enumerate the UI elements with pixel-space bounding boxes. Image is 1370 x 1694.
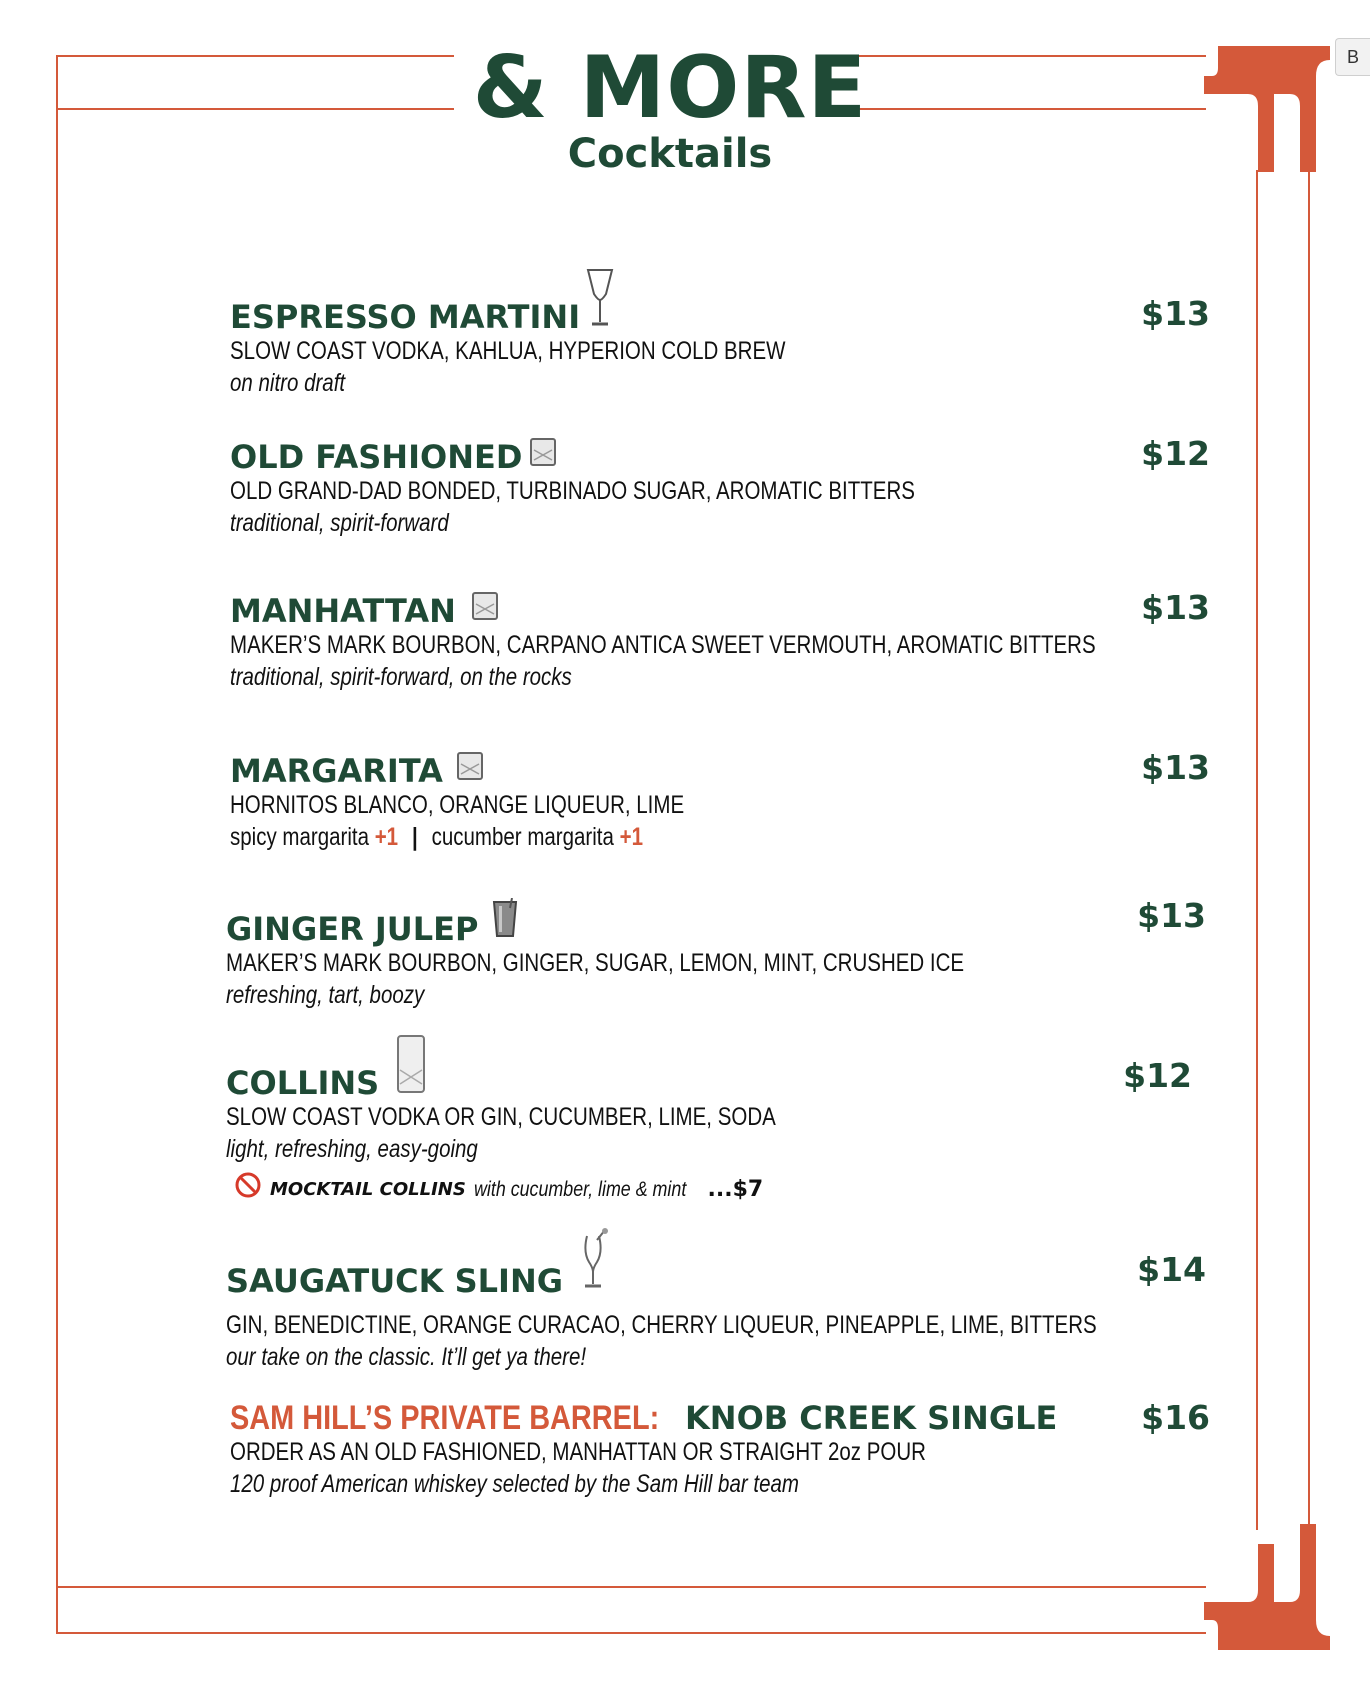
item-ingredients: SLOW COAST VODKA OR GIN, CUCUMBER, LIME, SODA bbox=[226, 1103, 776, 1131]
frame-top-right-inner bbox=[856, 108, 1206, 110]
item-price: $14 bbox=[1137, 1250, 1206, 1289]
frame-top-right bbox=[856, 55, 1206, 57]
menu-item-manhattan bbox=[230, 590, 1210, 693]
collins-glass-icon bbox=[395, 1034, 427, 1101]
item-name: SAUGATUCK SLING bbox=[226, 1262, 563, 1300]
item-ingredients: OLD GRAND-DAD BONDED, TURBINADO SUGAR, AROMATIC BITTERS bbox=[230, 477, 915, 505]
rocks-glass-icon bbox=[455, 750, 485, 789]
mocktail-dots: ... bbox=[707, 1176, 733, 1202]
item-ingredients: MAKER’S MARK BOURBON, CARPANO ANTICA SWEET VERMOUTH, AROMATIC BITTERS bbox=[230, 631, 1096, 659]
frame-bottom bbox=[56, 1632, 1206, 1634]
menu-item-collins bbox=[226, 1034, 1206, 1208]
item-price: $16 bbox=[1141, 1398, 1210, 1437]
frame-right-outer bbox=[1308, 170, 1310, 1530]
mocktail-name: MOCKTAIL COLLINS bbox=[270, 1178, 466, 1200]
julep-cup-icon bbox=[490, 898, 520, 947]
frame-bottom-inner bbox=[56, 1586, 1206, 1588]
menu-subtitle: Cocktails bbox=[567, 131, 773, 177]
item-note: traditional, spirit-forward, on the rocks bbox=[230, 663, 572, 691]
item-ingredients: GIN, BENEDICTINE, ORANGE CURACAO, CHERRY LIQUEUR, PINEAPPLE, LIME, BITTERS bbox=[226, 1311, 1097, 1339]
item-name: ESPRESSO MARTINI bbox=[230, 298, 581, 336]
rocks-glass-icon bbox=[528, 436, 558, 475]
option-spicy-upcharge: +1 bbox=[374, 823, 399, 851]
option-separator: | bbox=[411, 823, 418, 851]
corner-ornament-top bbox=[1204, 46, 1330, 172]
item-note: 120 proof American whiskey selected by the Sam Hill bar team bbox=[230, 1470, 799, 1498]
menu-title: & MORE bbox=[472, 38, 868, 138]
item-name: OLD FASHIONED bbox=[230, 438, 523, 476]
item-price: $13 bbox=[1141, 294, 1210, 333]
menu-item-margarita bbox=[230, 750, 1210, 853]
item-options bbox=[230, 821, 1034, 853]
mocktail-price: $7 bbox=[732, 1176, 764, 1202]
menu-item-ginger-julep bbox=[226, 898, 1206, 1011]
item-ingredients: HORNITOS BLANCO, ORANGE LIQUEUR, LIME bbox=[230, 791, 685, 819]
frame-right-inner bbox=[1256, 170, 1258, 1530]
menu-item-espresso-martini bbox=[230, 268, 1210, 399]
item-note: light, refreshing, easy-going bbox=[226, 1135, 478, 1163]
item-note: our take on the classic. It’ll get ya there! bbox=[226, 1343, 587, 1371]
option-cucumber: cucumber margarita bbox=[431, 823, 614, 851]
item-note: refreshing, tart, boozy bbox=[226, 981, 425, 1009]
frame-top-left-inner bbox=[56, 108, 454, 110]
menu-title-block bbox=[470, 40, 870, 176]
item-name: MANHATTAN bbox=[230, 592, 456, 630]
item-name: GINGER JULEP bbox=[226, 910, 479, 948]
item-note: traditional, spirit-forward bbox=[230, 509, 449, 537]
side-tab-button[interactable]: B bbox=[1335, 38, 1370, 76]
item-price: $13 bbox=[1141, 748, 1210, 787]
mocktail-description: with cucumber, lime & mint bbox=[473, 1177, 687, 1201]
corner-ornament-bottom bbox=[1204, 1524, 1330, 1650]
item-name: KNOB CREEK SINGLE bbox=[684, 1399, 1058, 1437]
martini-glass-icon bbox=[586, 268, 614, 335]
menu-item-saugatuck-sling bbox=[226, 1228, 1206, 1373]
item-price: $13 bbox=[1137, 896, 1206, 935]
item-ingredients: ORDER AS AN OLD FASHIONED, MANHATTAN OR STRAIGHT 2oz POUR bbox=[230, 1438, 926, 1466]
item-ingredients: SLOW COAST VODKA, KAHLUA, HYPERION COLD BREW bbox=[230, 337, 786, 365]
item-price: $12 bbox=[1141, 434, 1210, 473]
hurricane-glass-icon bbox=[579, 1228, 609, 1299]
item-prefix: SAM HILL’S PRIVATE BARREL: bbox=[230, 1399, 660, 1437]
item-note: on nitro draft bbox=[230, 369, 346, 397]
option-cucumber-upcharge: +1 bbox=[619, 823, 643, 851]
rocks-glass-icon bbox=[470, 590, 500, 629]
frame-left bbox=[56, 55, 58, 1633]
option-spicy: spicy margarita bbox=[230, 823, 369, 851]
mocktail-line bbox=[234, 1171, 1206, 1208]
item-ingredients: MAKER’S MARK BOURBON, GINGER, SUGAR, LEMON, MINT, CRUSHED ICE bbox=[226, 949, 965, 977]
item-price: $13 bbox=[1141, 588, 1210, 627]
no-alcohol-icon bbox=[234, 1171, 262, 1208]
menu-item-old-fashioned bbox=[230, 436, 1210, 539]
menu-item-private-barrel bbox=[230, 1400, 1210, 1500]
frame-top-left bbox=[56, 55, 454, 57]
item-price: $12 bbox=[1123, 1056, 1192, 1095]
item-name: COLLINS bbox=[226, 1064, 380, 1102]
item-name: MARGARITA bbox=[230, 752, 443, 790]
